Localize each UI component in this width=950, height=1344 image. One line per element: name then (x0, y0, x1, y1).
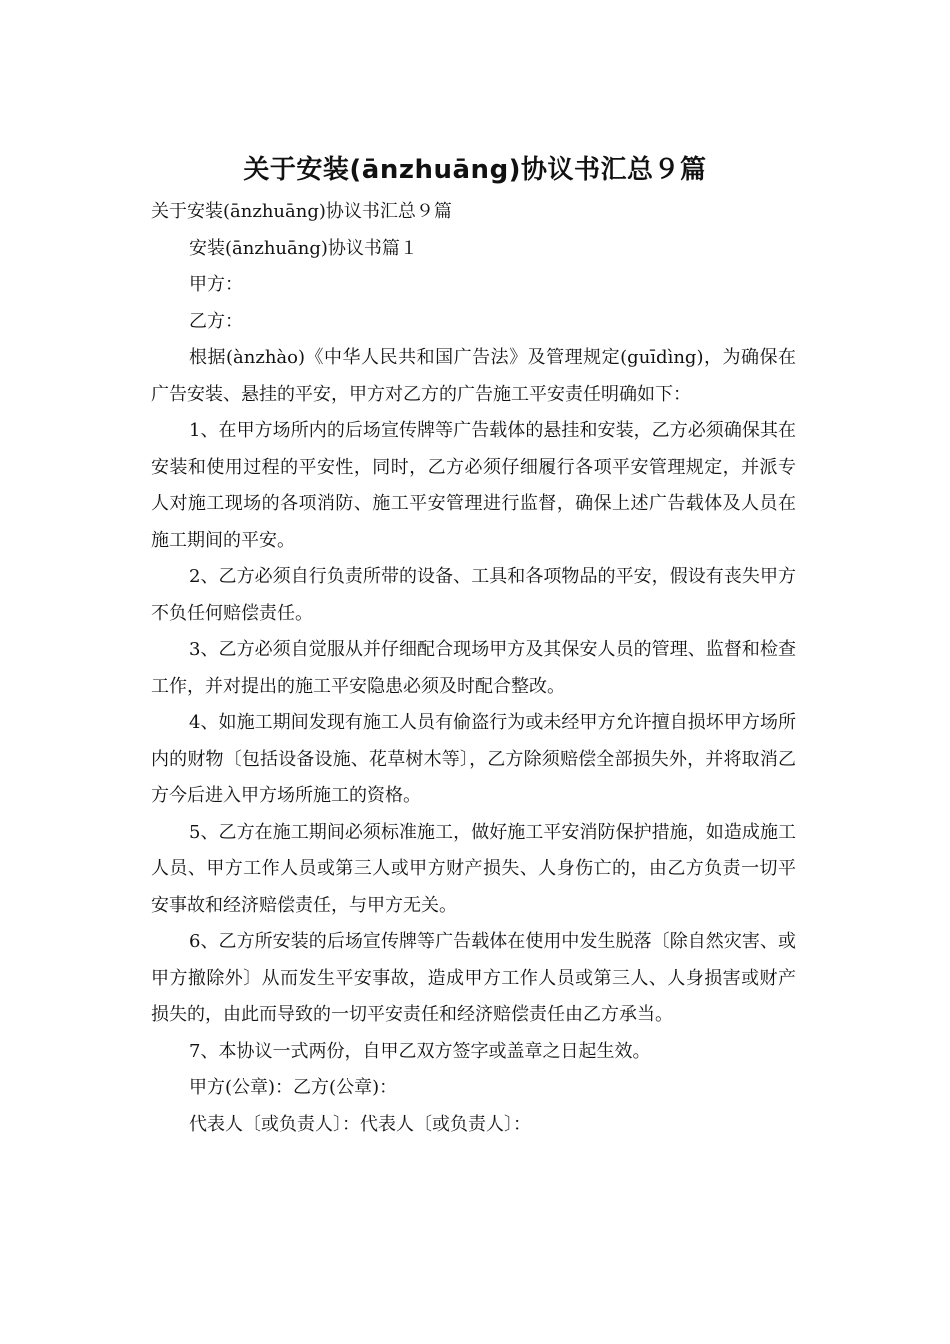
clause-paragraph: 4、如施工期间发现有施工人员有偷盗行为或未经甲方允许擅自损坏甲方场所内的财物〔包括设备设施、花草树木等〕，乙方除须赔偿全部损失外，并将取消乙方今后进入甲方场所施工的资格。 (151, 712, 796, 806)
party-a-label: 甲方： (189, 274, 243, 295)
clause-paragraph: 1、在甲方场所内的后场宣传牌等广告载体的悬挂和安装，乙方必须确保其在安装和使用过程的平安性，同时，乙方必须仔细履行各项平安管理规定，并派专人对施工现场的各项消防、施工平安管理进行监督，确保上述广告载体及人员在施工期间的平安。 (151, 420, 796, 551)
clause-paragraph: 7、本协议一式两份，自甲乙双方签字或盖章之日起生效。 (189, 1040, 651, 1062)
seal-line: 甲方(公章)：乙方(公章)： (189, 1077, 398, 1098)
representative-line: 代表人〔或负责人〕：代表人〔或负责人〕： (189, 1113, 531, 1135)
clause-paragraph: 3、乙方必须自觉服从并仔细配合现场甲方及其保安人员的管理、监督和检查工作，并对提出的施工平安隐患必须及时配合整改。 (151, 639, 796, 697)
clause-paragraph: 5、乙方在施工期间必须标准施工，做好施工平安消防保护措施，如造成施工人员、甲方工作人员或第三人或甲方财产损失、人身伤亡的，由乙方负责一切平安事故和经济赔偿责任，与甲方无关。 (151, 821, 796, 916)
clause-paragraph: 6、乙方所安装的后场宣传牌等广告载体在使用中发生脱落〔除自然灾害、或甲方撤除外〕从而发生平安事故，造成甲方工作人员或第三人、人身损害或财产损失的，由此而导致的一切平安责任和经济赔偿责任由乙方承当。 (151, 931, 796, 1025)
section-heading: 安装(ānzhuāng)协议书篇１ (189, 237, 418, 259)
clause-paragraph: 2、乙方必须自行负责所带的设备、工具和各项物品的平安，假设有丧失甲方不负任何赔偿责任。 (151, 566, 796, 624)
document-body (151, 194, 796, 1143)
intro-paragraph: 根据(ànzhào)《中华人民共和国广告法》及管理规定(guīdìng)，为确保在广告安装、悬挂的平安，甲方对乙方的广告施工平安责任明确如下： (151, 347, 796, 405)
document-title: 关于安装(ānzhuāng)协议书汇总９篇 (243, 155, 707, 185)
party-b-label: 乙方： (189, 310, 243, 332)
document-subtitle: 关于安装(ānzhuāng)协议书汇总９篇 (151, 201, 452, 222)
